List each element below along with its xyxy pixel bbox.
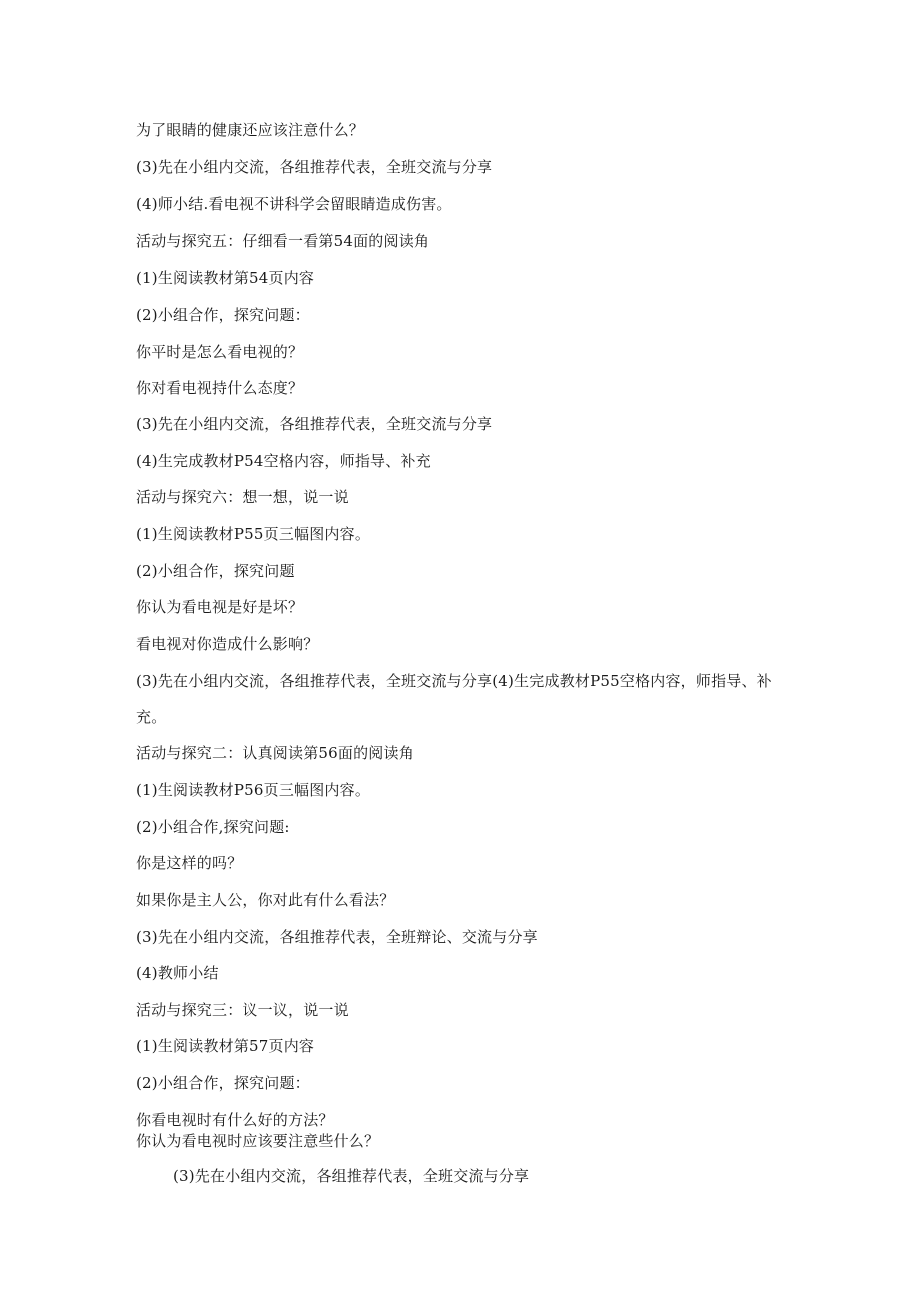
paragraph: (1)生阅读教材P56页三幅图内容。 bbox=[136, 781, 371, 799]
question: 你对看电视持什么态度？ bbox=[136, 379, 304, 397]
paragraph: 为了眼睛的健康还应该注意什么？ bbox=[136, 121, 365, 139]
paragraph-wrapped: (3)先在小组内交流，各组推荐代表，全班交流与分享(4)生完成教材P55空格内容，师指导、补充。 bbox=[136, 672, 772, 726]
section-heading: 活动与探究五：仔细看一看第54面的阅读角 bbox=[136, 232, 430, 250]
paragraph: (2)小组合作，探究问题 bbox=[136, 562, 295, 580]
question: 如果你是主人公，你对此有什么看法？ bbox=[136, 891, 395, 909]
question: 你认为看电视是好是坏？ bbox=[136, 598, 304, 616]
paragraph: (3)先在小组内交流，各组推荐代表，全班交流与分享 bbox=[173, 1167, 530, 1185]
paragraph: (1)生阅读教材第54页内容 bbox=[136, 269, 315, 287]
paragraph: (4)生完成教材P54空格内容，师指导、补充 bbox=[136, 452, 431, 470]
section-heading: 活动与探究三：议一议，说一说 bbox=[136, 1001, 349, 1019]
paragraph: (2)小组合作，探究问题： bbox=[136, 1074, 310, 1092]
section-heading: 活动与探究六：想一想，说一说 bbox=[136, 488, 349, 506]
paragraph: (2)小组合作,探究问题: bbox=[136, 818, 290, 836]
question: 看电视对你造成什么影响？ bbox=[136, 635, 319, 653]
question: 你看电视时有什么好的方法？ bbox=[136, 1111, 334, 1129]
paragraph: (3)先在小组内交流，各组推荐代表，全班交流与分享 bbox=[136, 158, 493, 176]
paragraph: (4)师小结.看电视不讲科学会留眼睛造成伤害。 bbox=[136, 195, 452, 213]
paragraph: (4)教师小结 bbox=[136, 964, 219, 982]
section-heading: 活动与探究二：认真阅读第56面的阅读角 bbox=[136, 744, 414, 762]
question: 你平时是怎么看电视的？ bbox=[136, 343, 304, 361]
paragraph: (3)先在小组内交流，各组推荐代表，全班辩论、交流与分享 bbox=[136, 928, 538, 946]
paragraph: (1)生阅读教材P55页三幅图内容。 bbox=[136, 525, 371, 543]
paragraph: (2)小组合作，探究问题： bbox=[136, 306, 310, 324]
question: 你认为看电视时应该要注意些什么？ bbox=[136, 1132, 380, 1150]
paragraph: (1)生阅读教材第57页内容 bbox=[136, 1037, 315, 1055]
question: 你是这样的吗？ bbox=[136, 854, 243, 872]
paragraph: (3)先在小组内交流，各组推荐代表，全班交流与分享 bbox=[136, 415, 493, 433]
